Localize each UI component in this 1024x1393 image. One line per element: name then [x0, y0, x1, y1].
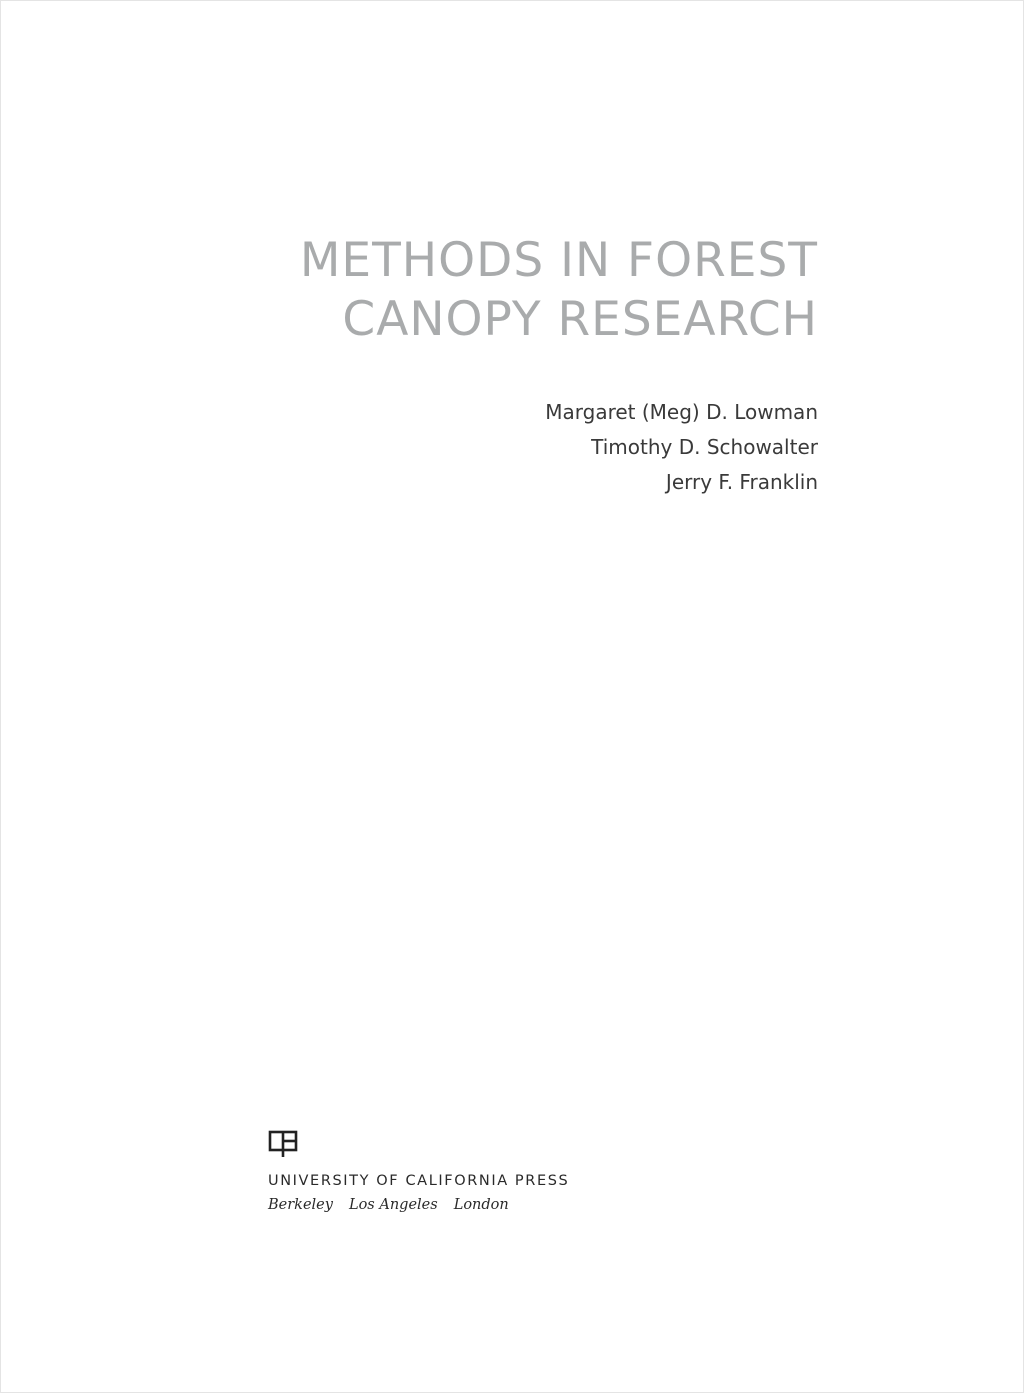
press-logo-icon [268, 1129, 300, 1159]
book-title [300, 231, 818, 349]
author-name: Jerry F. Franklin [665, 470, 818, 494]
author-name: Timothy D. Schowalter [591, 435, 818, 459]
author-name: Margaret (Meg) D. Lowman [545, 400, 818, 424]
publisher-cities [268, 1197, 569, 1213]
publisher-imprint [268, 1129, 569, 1213]
title-line-2: CANOPY RESEARCH [342, 292, 818, 347]
city-name: Los Angeles [348, 1197, 438, 1213]
city-name: London [453, 1197, 509, 1213]
city-name: Berkeley [268, 1197, 333, 1213]
title-line-1: METHODS IN FOREST [299, 233, 818, 288]
publisher-name: UNIVERSITY OF CALIFORNIA PRESS [268, 1173, 570, 1189]
author-list [545, 395, 818, 500]
